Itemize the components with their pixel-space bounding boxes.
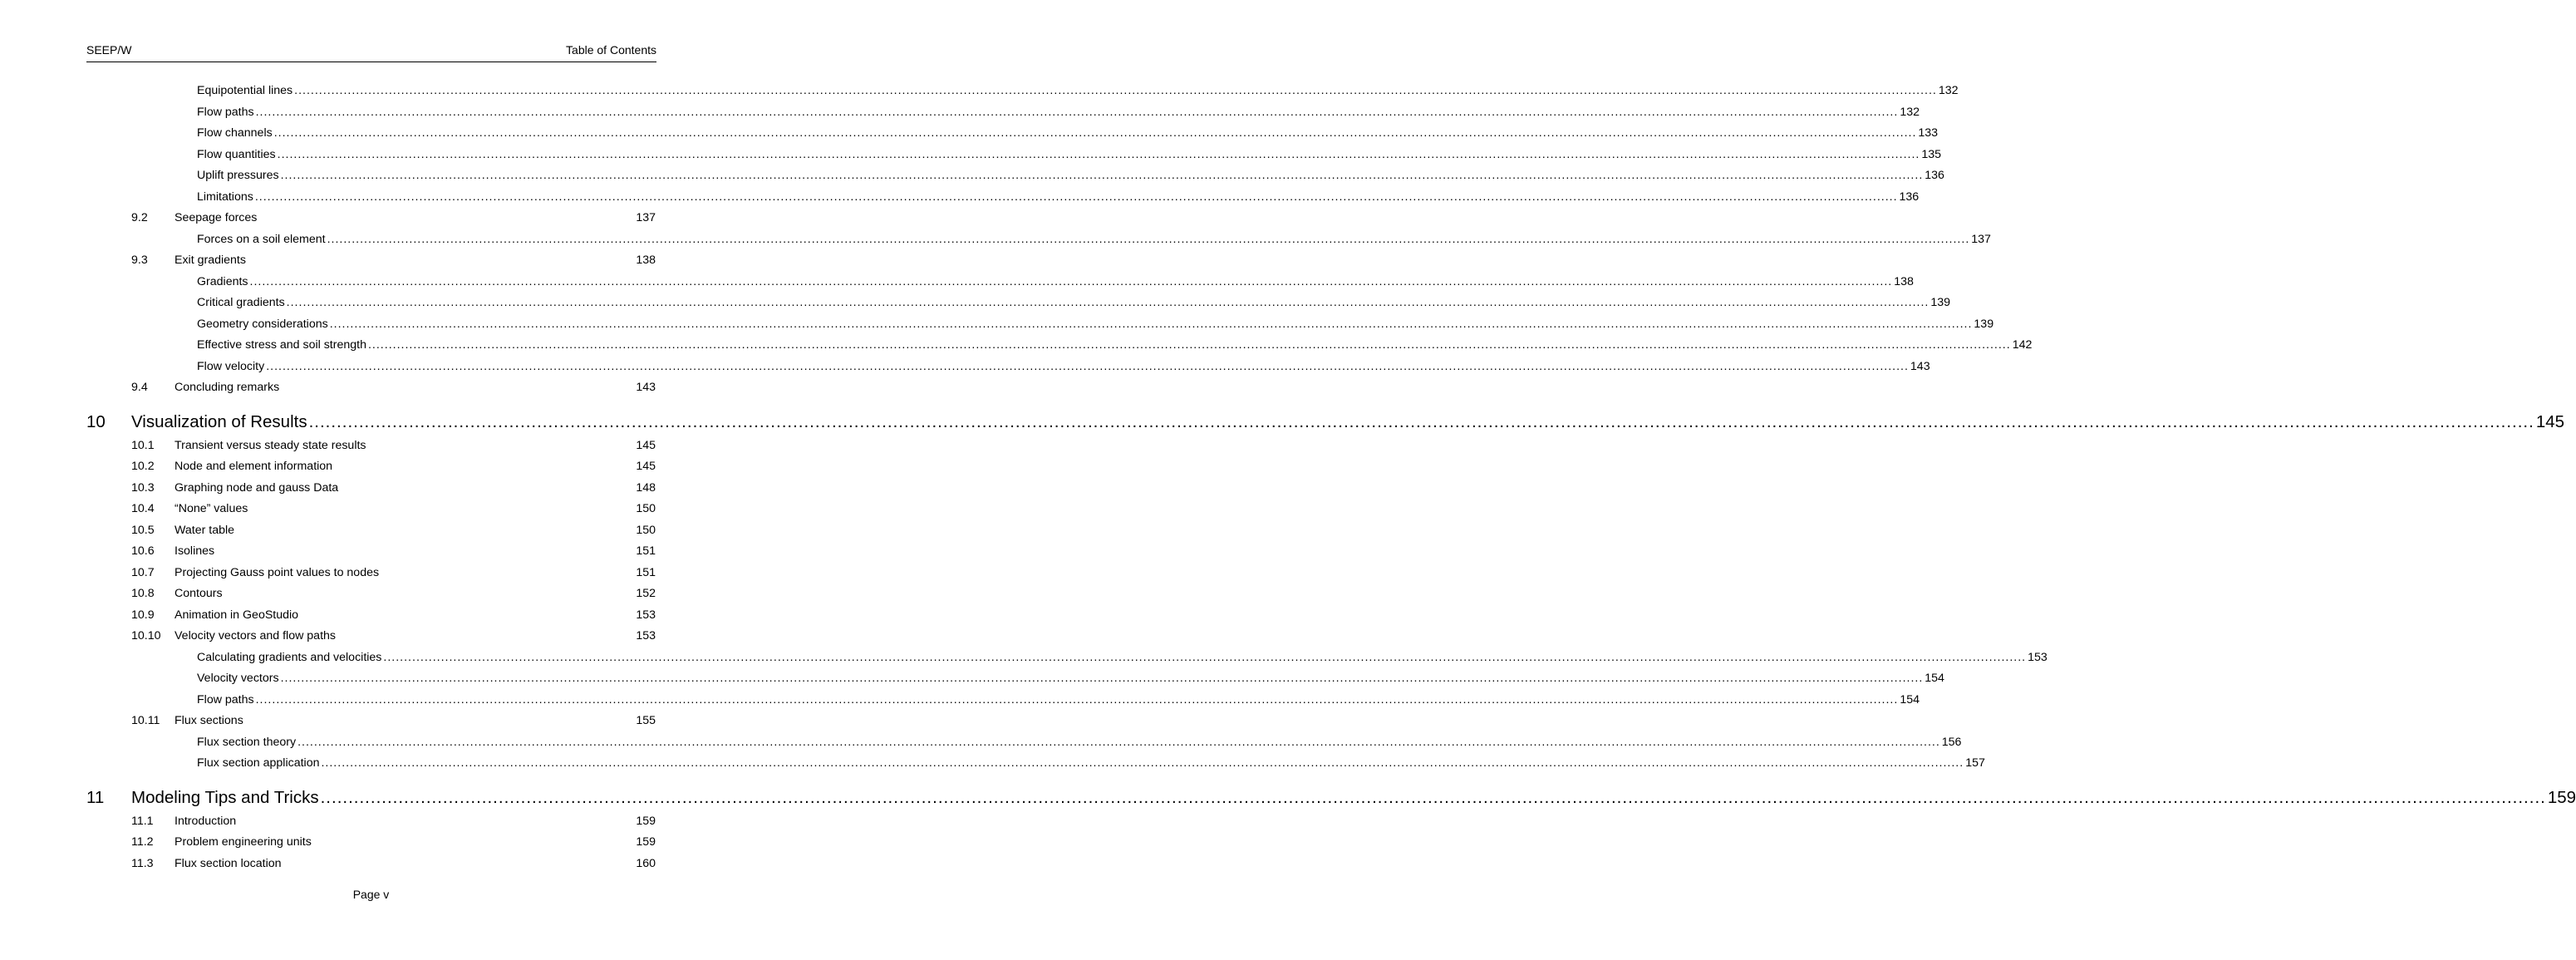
toc-section-title: Flux sections xyxy=(175,714,243,727)
toc-page-number: 133 xyxy=(1918,126,1939,140)
dot-leader: ................................................................................................................................................................................................................................................................................................................................................................................................................ xyxy=(277,147,1920,161)
dot-leader: ................................................................................................................................................................................................................................................................................................................................................................................................................ xyxy=(280,169,1924,182)
dot-leader: ................................................................................................................................................................................................................................................................................................................................................................................................................ xyxy=(255,692,1899,706)
dot-leader: ................................................................................................................................................................................................................................................................................................................................................................................................................ xyxy=(266,359,1909,373)
dot-leader: ................................................................................................................................................................................................................................................................................................................................................................................................................ xyxy=(320,787,2546,807)
toc-section-number: 10.11 xyxy=(131,714,160,727)
toc-page-number: 153 xyxy=(636,608,656,622)
toc-page-number: 159 xyxy=(636,835,656,849)
toc-page-number: 143 xyxy=(1910,359,1930,373)
toc-subsection-title: Flow channels xyxy=(197,126,273,140)
toc-page-number: 157 xyxy=(1965,756,1985,770)
toc-page-number: 153 xyxy=(2028,650,2048,664)
toc-page-number: 139 xyxy=(1930,296,1951,309)
dot-leader: ................................................................................................................................................................................................................................................................................................................................................................................................................ xyxy=(280,672,1924,685)
toc-chapter-title: Modeling Tips and Tricks xyxy=(131,787,319,807)
toc-subsection-title: Velocity vectors xyxy=(197,672,279,685)
page-header xyxy=(86,43,656,62)
toc-page-number: 138 xyxy=(636,254,656,267)
toc-section-number: 10.10 xyxy=(131,629,161,642)
toc-page-number: 156 xyxy=(1941,735,1962,749)
toc-page-number: 148 xyxy=(636,480,656,495)
toc-section-number: 11.2 xyxy=(131,835,154,849)
toc-page-number: 143 xyxy=(636,381,656,394)
toc-subsection-title: Flow paths xyxy=(197,692,254,706)
toc-chapter-title: Visualization of Results xyxy=(131,411,307,431)
toc-page-number: 145 xyxy=(2535,411,2565,431)
toc-section-title: Water table xyxy=(175,523,235,537)
toc-subsection-title: Flow quantities xyxy=(197,147,276,161)
toc-section-title: Velocity vectors and flow paths xyxy=(175,629,336,642)
toc-section-title: Exit gradients xyxy=(175,254,246,267)
page-number: Page v xyxy=(352,888,390,901)
toc-page-number: 136 xyxy=(1899,190,1920,204)
toc-page-number: 160 xyxy=(636,856,656,870)
toc-section-number: 10.2 xyxy=(131,460,155,473)
toc-section-title: Contours xyxy=(175,587,223,600)
dot-leader: ................................................................................................................................................................................................................................................................................................................................................................................................................ xyxy=(308,411,2534,431)
toc-page-number: 150 xyxy=(636,502,656,515)
toc-subsection-title: Forces on a soil element xyxy=(197,232,326,246)
toc-subsection-title: Equipotential lines xyxy=(197,84,293,97)
header-section: Table of Contents xyxy=(566,43,656,57)
toc-page-number: 142 xyxy=(2012,338,2033,352)
toc-section-title: Concluding remarks xyxy=(175,381,280,394)
toc-section-title: “None” values xyxy=(175,502,248,515)
toc-section-title: Problem engineering units xyxy=(175,835,312,849)
toc-page-number: 159 xyxy=(2547,787,2576,807)
toc-section-number: 10.1 xyxy=(131,438,155,452)
toc-subsection-title: Flow velocity xyxy=(197,359,265,373)
toc-section-number: 10.6 xyxy=(131,544,155,558)
toc-section-number: 10.5 xyxy=(131,523,155,537)
dot-leader: ................................................................................................................................................................................................................................................................................................................................................................................................................ xyxy=(327,232,1970,246)
toc-page-number: 151 xyxy=(636,544,656,558)
dot-leader: ................................................................................................................................................................................................................................................................................................................................................................................................................ xyxy=(367,338,2011,352)
toc-page-number: 150 xyxy=(636,523,656,537)
toc-page-number: 145 xyxy=(636,460,656,473)
header-title: SEEP/W xyxy=(86,43,132,57)
dot-leader: ................................................................................................................................................................................................................................................................................................................................................................................................................ xyxy=(273,126,1917,140)
toc-page-number: 132 xyxy=(1938,84,1959,97)
toc-page-number: 151 xyxy=(636,565,656,579)
toc-section-number: 10.9 xyxy=(131,608,155,622)
toc-section-title: Introduction xyxy=(175,814,237,828)
toc-section-number: 9.2 xyxy=(131,211,148,224)
toc-page-number: 139 xyxy=(1974,317,1994,331)
dot-leader: ................................................................................................................................................................................................................................................................................................................................................................................................................ xyxy=(329,317,1973,331)
toc-section-title: Animation in GeoStudio xyxy=(175,608,299,622)
dot-leader: ................................................................................................................................................................................................................................................................................................................................................................................................................ xyxy=(286,296,1930,309)
toc-section-number: 9.3 xyxy=(131,254,148,267)
toc-section-number: 10.4 xyxy=(131,502,155,515)
toc-subsection-title: Flow paths xyxy=(197,105,254,119)
toc-subsection-title: Limitations xyxy=(197,190,253,204)
dot-leader: ................................................................................................................................................................................................................................................................................................................................................................................................................ xyxy=(254,190,1898,204)
toc-page-number: 137 xyxy=(636,211,656,224)
toc-page-number: 138 xyxy=(1894,274,1914,288)
toc-subsection-title: Gradients xyxy=(197,274,248,288)
toc-subsection-title: Flux section application xyxy=(197,756,320,770)
dot-leader: ................................................................................................................................................................................................................................................................................................................................................................................................................ xyxy=(255,105,1899,119)
toc-page-number: 153 xyxy=(636,629,656,642)
toc-section-number: 11.1 xyxy=(131,814,154,828)
toc-page-number: 154 xyxy=(1925,672,1944,685)
toc-section-title: Node and element information xyxy=(175,460,333,473)
toc-section-title: Projecting Gauss point values to nodes xyxy=(175,565,380,579)
toc-section-title: Seepage forces xyxy=(175,211,258,224)
toc-section-title: Flux section location xyxy=(175,856,282,870)
toc-section-title: Isolines xyxy=(175,544,215,558)
page-footer xyxy=(0,888,742,901)
toc-subsection-title: Critical gradients xyxy=(197,296,285,309)
toc-section-title: Transient versus steady state results xyxy=(175,438,366,452)
dot-leader: ................................................................................................................................................................................................................................................................................................................................................................................................................ xyxy=(297,735,1940,749)
toc-chapter-number: 11 xyxy=(86,787,105,807)
toc-subsection-title: Geometry considerations xyxy=(197,317,328,331)
toc-section-title: Graphing node and gauss Data xyxy=(175,480,339,495)
toc-page-number: 154 xyxy=(1900,692,1920,706)
toc-subsection-title: Calculating gradients and velocities xyxy=(197,650,382,664)
dot-leader: ................................................................................................................................................................................................................................................................................................................................................................................................................ xyxy=(321,756,1964,770)
dot-leader: ................................................................................................................................................................................................................................................................................................................................................................................................................ xyxy=(249,274,1893,288)
toc-page-number: 136 xyxy=(1925,169,1944,182)
toc-page-number: 152 xyxy=(636,587,656,600)
toc-page-number: 155 xyxy=(636,714,656,727)
toc-page-number: 145 xyxy=(636,438,656,452)
toc-section-number: 10.3 xyxy=(131,480,155,495)
toc-section-number: 10.7 xyxy=(131,565,155,579)
toc-section-number: 9.4 xyxy=(131,381,148,394)
dot-leader: ................................................................................................................................................................................................................................................................................................................................................................................................................ xyxy=(383,650,2027,664)
toc-section-number: 11.3 xyxy=(131,856,154,870)
toc-subsection-title: Flux section theory xyxy=(197,735,297,749)
toc-subsection-title: Effective stress and soil strength xyxy=(197,338,366,352)
toc-section-number: 10.8 xyxy=(131,587,155,600)
toc-page-number: 137 xyxy=(1971,232,1991,246)
toc-page-number: 135 xyxy=(1921,147,1942,161)
dot-leader: ................................................................................................................................................................................................................................................................................................................................................................................................................ xyxy=(294,84,1937,97)
toc-subsection-title: Uplift pressures xyxy=(197,169,279,182)
toc-chapter-number: 10 xyxy=(86,411,106,431)
toc-page-number: 132 xyxy=(1900,105,1920,119)
toc-page-number: 159 xyxy=(636,814,656,828)
